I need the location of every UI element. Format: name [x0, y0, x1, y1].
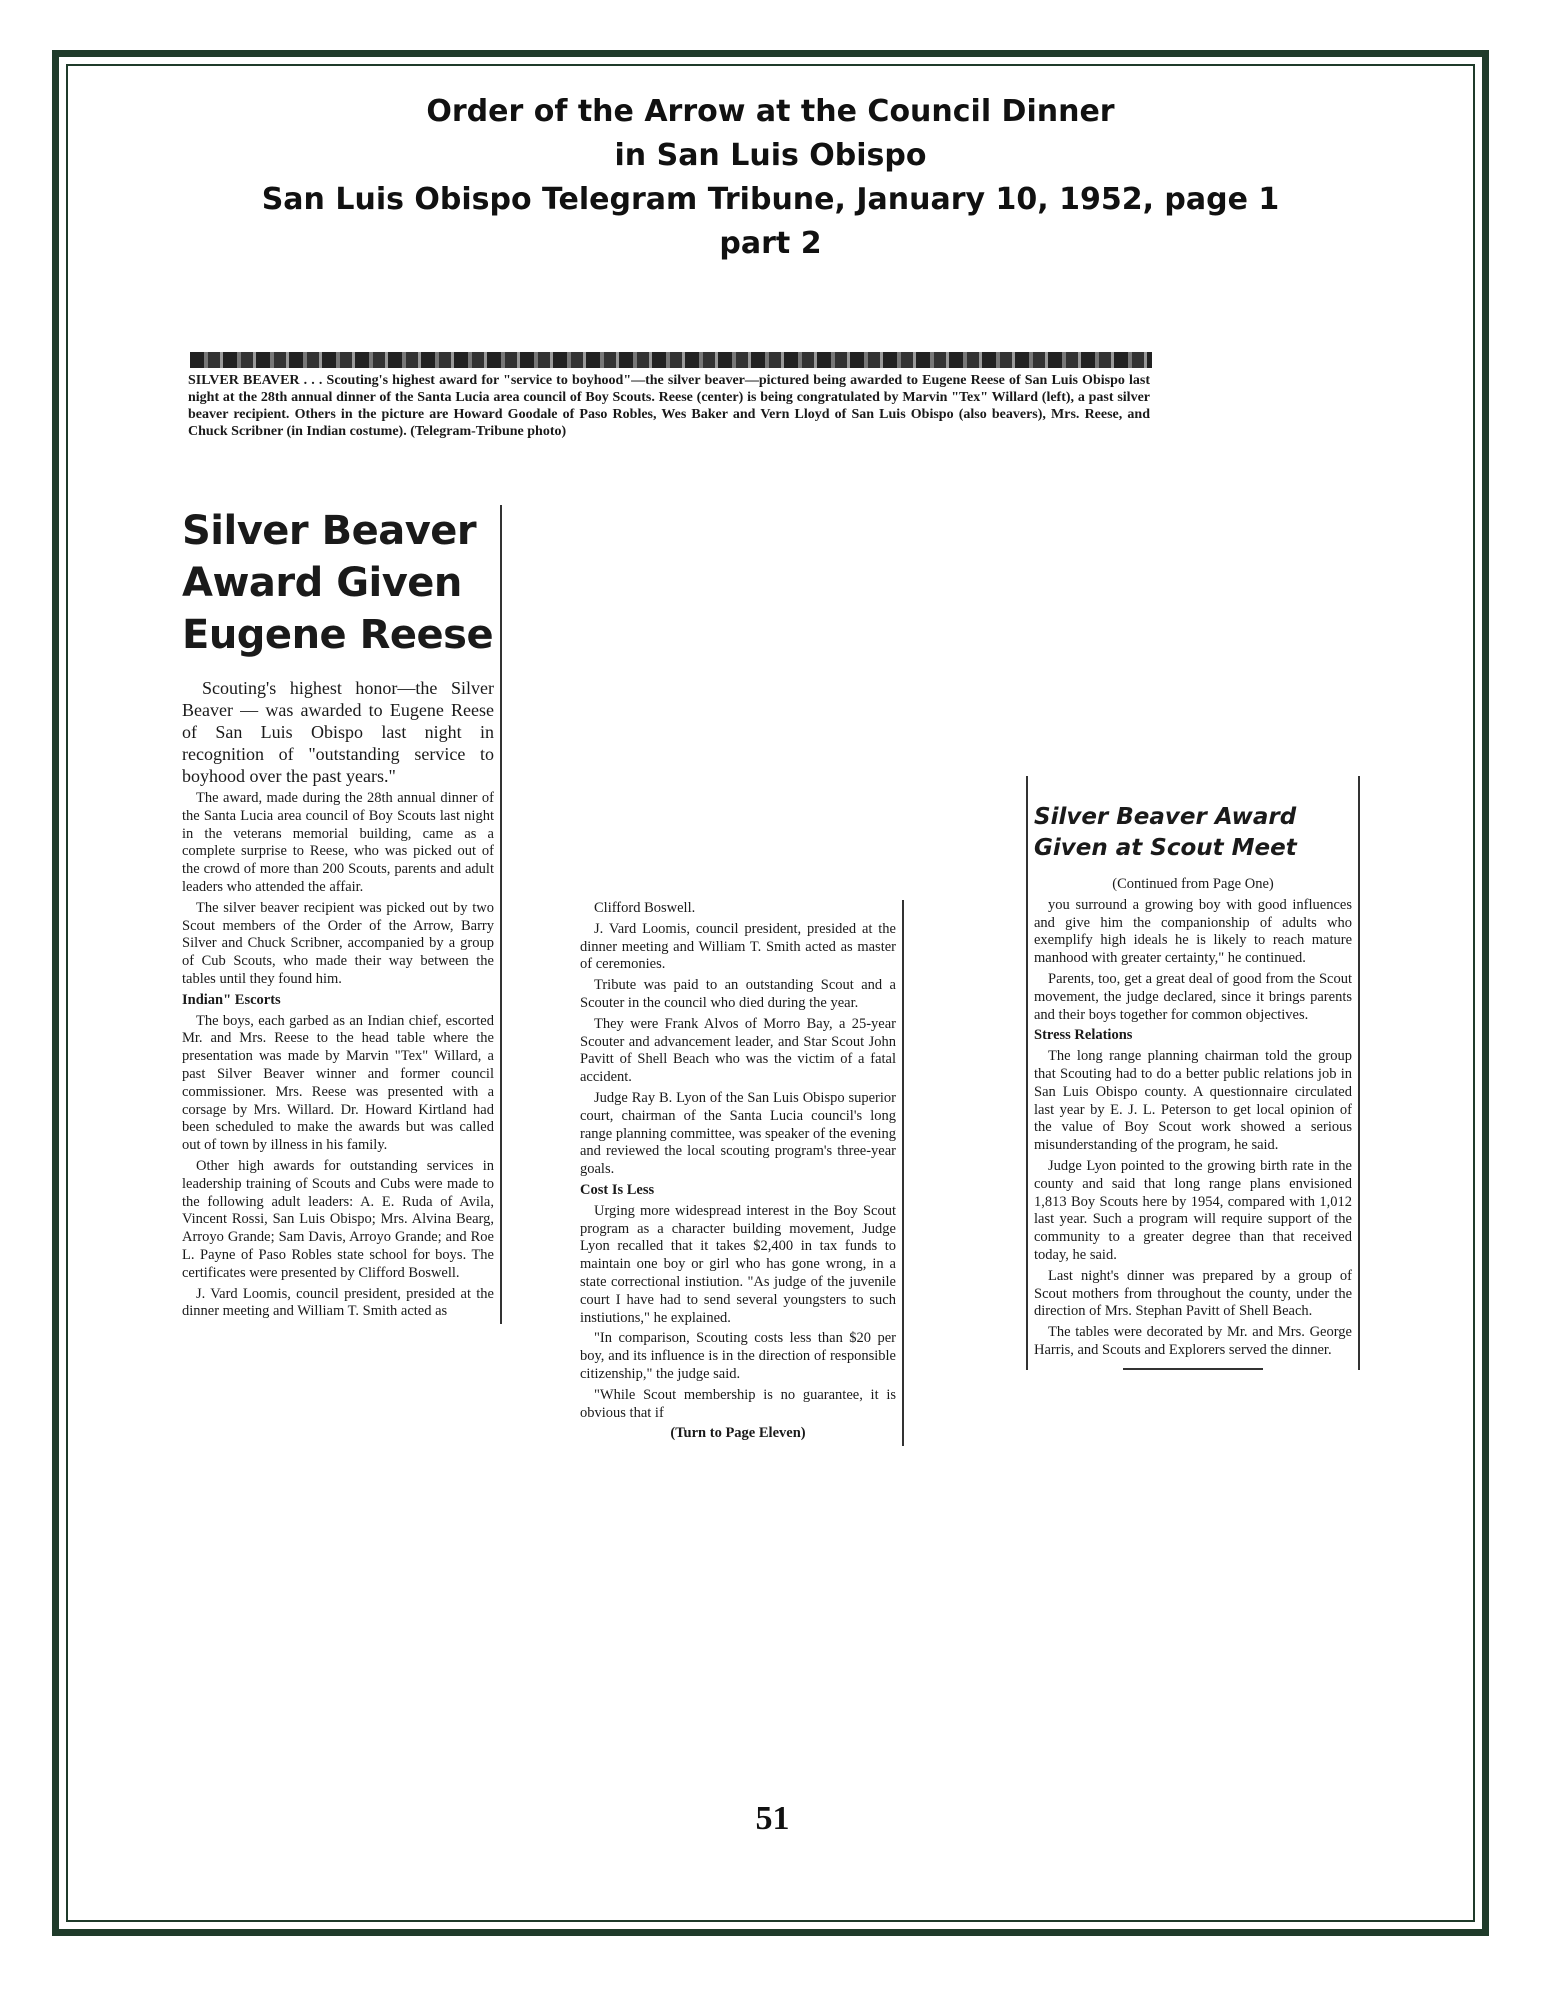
article-column-1: [182, 505, 502, 1324]
subheading: Stress Relations: [1034, 1027, 1133, 1044]
paragraph: The boys, each garbed as an Indian chief, escorted Mr. and Mrs. Reese to the head table where the presentation was made by Marvin "Tex" Willard, a past Silver Beaver winner and former council commissioner. Mrs. Reese was presented with a corsage by Mrs. Willard. Dr. Howard Kirtland had been scheduled to make the awards but was called out of town by illness in his family.: [182, 1012, 494, 1154]
article-column-2: [580, 900, 904, 1446]
paragraph: The award, made during the 28th annual dinner of the Santa Lucia area council of Boy Scouts last night in the veterans memorial building, came as a complete surprise to Reese, who was picked out of the crowd of more than 200 Scouts, parents and adult leaders who attended the affair.: [182, 790, 494, 895]
paragraph: Urging more widespread interest in the Boy Scout program as a character building movement, Judge Lyon recalled that it takes $2,400 in tax funds to maintain one boy or girl who has gone wrong, in a state correctional instiution. "As judge of the juvenile court I have had to send several youngsters to such instiutions," he explained.: [580, 1202, 896, 1326]
clipped-photo-edge: [190, 352, 1152, 368]
paragraph: The silver beaver recipient was picked out by two Scout members of the Order of the Arrow, Barry Silver and Chuck Scribner, accompanied by a group of Cub Scouts, who made their way between the tables until they found him.: [182, 899, 494, 987]
continuation-headline-line-1: Silver Beaver Award: [1034, 804, 1297, 830]
continuation-headline: [1034, 802, 1352, 864]
paragraph: Judge Ray B. Lyon of the San Luis Obispo superior court, chairman of the Santa Lucia council's long range planning committee, was speaker of the evening and reviewed the local scouting program's three-year goals.: [580, 1089, 896, 1178]
header-title-line-2: in San Luis Obispo: [614, 138, 927, 173]
header-part-line: part 2: [719, 226, 822, 261]
paragraph: "In comparison, Scouting costs less than $20 per boy, and its influence is in the direction of responsible citizenship," the judge said.: [580, 1330, 896, 1382]
paragraph: They were Frank Alvos of Morro Bay, a 25-year Scouter and advancement leader, and Star Scout John Pavitt of Shell Beach who was the victim of a fatal accident.: [580, 1015, 896, 1086]
paragraph: Clifford Boswell.: [594, 900, 696, 916]
article-headline: [182, 505, 494, 661]
paragraph: J. Vard Loomis, council president, presided at the dinner meeting and William T. Smith acted as: [182, 1285, 494, 1320]
page-number: 51: [755, 1800, 790, 1837]
paragraph: "While Scout membership is no guarantee, it is obvious that if: [580, 1386, 896, 1421]
paragraph: The tables were decorated by Mr. and Mrs. George Harris, and Scouts and Explorers served the dinner.: [1034, 1324, 1352, 1358]
paragraph: Judge Lyon pointed to the growing birth rate in the county and said that long range plans envisioned 1,813 Boy Scouts here by 1954, compared with 1,012 last year. Such a program will require support of the community to a greater degree than that received today, he said.: [1034, 1157, 1352, 1263]
paragraph: Other high awards for outstanding services in leadership training of Scouts and Cubs were made to the following adult leaders: A. E. Ruda of Avila, Vincent Rossi, San Luis Obispo; Mrs. Alvina Bearg, Arroyo Grande; Sam Davis, Arroyo Grande; and Roe L. Payne of Paso Robles state school for boys. The certificates were presented by Clifford Boswell.: [182, 1157, 494, 1281]
subheading: Cost Is Less: [580, 1181, 655, 1198]
header-title-line-1: Order of the Arrow at the Council Dinner: [426, 94, 1115, 129]
headline-line-3: Eugene Reese: [182, 612, 494, 658]
headline-line-1: Silver Beaver: [182, 508, 477, 554]
continuation-note: (Turn to Page Eleven): [670, 1425, 806, 1442]
headline-line-2: Award Given: [182, 560, 462, 606]
paragraph: Last night's dinner was prepared by a group of Scout mothers from throughout the county, under the direction of Mrs. Stephan Pavitt of Shell Beach.: [1034, 1267, 1352, 1320]
subheading: Indian" Escorts: [182, 991, 281, 1008]
article-continuation-column: [1026, 776, 1360, 1370]
paragraph: Tribute was paid to an outstanding Scout and a Scouter in the council who died during the year.: [580, 977, 896, 1011]
continuation-headline-line-2: Given at Scout Meet: [1034, 835, 1297, 861]
photo-caption: SILVER BEAVER . . . Scouting's highest award for "service to boyhood"—the silver beaver—pictured being awarded to Eugene Reese of San Luis Obispo last night at the 28th annual dinner of the Santa Lucia area council of Boy Scouts. Reese (center) is being congratulated by Marvin "Tex" Willard (left), a past silver beaver recipient. Others in the picture are Howard Goodale of Paso Robles, Wes Baker and Vern Lloyd of San Luis Obispo (also beavers), Mrs. Reese, and Chuck Scribner (in Indian costume). (Telegram-Tribune photo): [188, 373, 1150, 439]
continued-from-note: (Continued from Page One): [1112, 876, 1274, 892]
header-source-line: San Luis Obispo Telegram Tribune, January 10, 1952, page 1: [261, 182, 1280, 217]
lead-paragraph: Scouting's highest honor—the Silver Beaver — was awarded to Eugene Reese of San Luis Obispo last night in recognition of "outstanding service to boyhood over the past years.": [182, 678, 494, 786]
end-rule: [1123, 1368, 1263, 1370]
paragraph: J. Vard Loomis, council president, presided at the dinner meeting and William T. Smith acted as master of ceremonies.: [580, 920, 896, 973]
page-header: [66, 90, 1475, 266]
paragraph: you surround a growing boy with good influences and give him the companionship of adults who exemplify high ideals he is likely to reach mature manhood with greater certainty," he continued.: [1034, 896, 1352, 967]
paragraph: Parents, too, get a great deal of good from the Scout movement, the judge declared, since it brings parents and their boys together for common objectives.: [1034, 970, 1352, 1023]
paragraph: The long range planning chairman told the group that Scouting had to do a better public relations job in San Luis Obispo county. A questionnaire circulated last year by E. J. L. Peterson to get local opinion of the value of Boy Scout work showed a serious misunderstanding of the program, he said.: [1034, 1048, 1352, 1154]
